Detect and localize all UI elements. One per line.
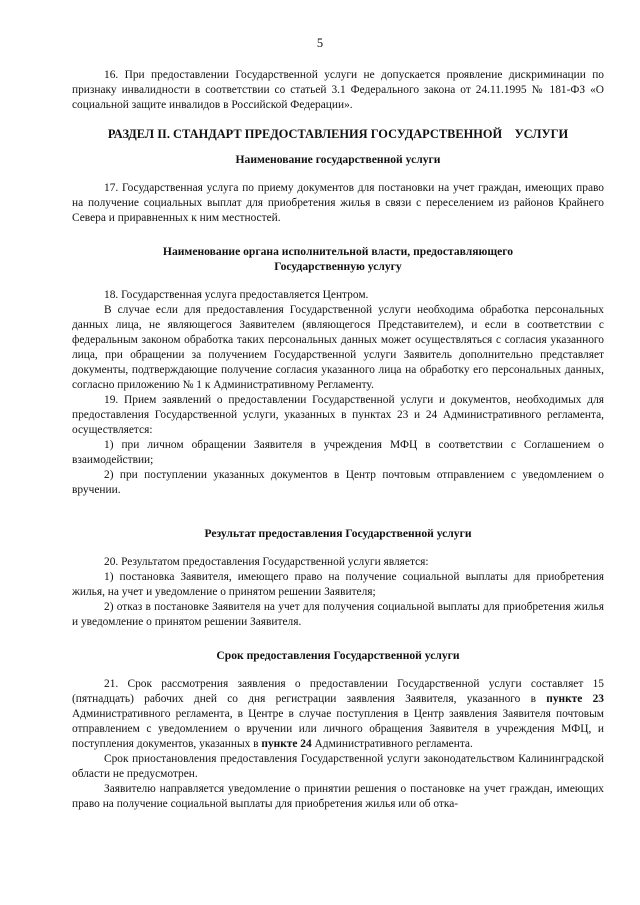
paragraph-19-item-2: 2) при поступлении указанных документов в Центр почтовым отправлением с уведомлением о вручении. [72, 469, 604, 496]
link-point-24: пункте 24 [261, 738, 312, 750]
heading-organ-line-1: Наименование органа исполнительной власти, предоставляющего [162, 245, 514, 258]
paragraph-20: 20. Результатом предоставления Государственной услуги является: [104, 556, 429, 568]
paragraph-18-personal-data: В случае если для предоставления Государственной услуги необходима обработка персональных данных лица, не являющегося Заявителем (являющегося Представителем), и если в соответствии с федеральным законом обработка таких персональных данных может осуществляться с согласия указанного лица, при обращении за получением Государственной услуги Заявитель дополнительно представляет документы, подтверждающие получение согласия указанного лица на обработку его персональных данных, согласно приложению № 1 к Административному Регламенту. [72, 304, 604, 391]
heading-service-name: Наименование государственной услуги [235, 153, 441, 166]
section-title: РАЗДЕЛ II. СТАНДАРТ ПРЕДОСТАВЛЕНИЯ ГОСУДАРСТВЕННОЙ УСЛУГИ [107, 127, 569, 141]
paragraph-21-part-a: 21. Срок рассмотрения заявления о предоставлении Государственной услуги составляет 15 (пятнадцать) рабочих дней со дня регистрации заявления Заявителя, указанного в [72, 678, 604, 705]
paragraph-17: 17. Государственная услуга по приему документов для постановки на учет граждан, имеющих право на получение социальных выплат для приобретения жилья в связи с переселением из районов Крайнего Севера и приравненных к ним местностей. [72, 182, 604, 224]
paragraph-21-suspension: Срок приостановления предоставления Государственной услуги законодательством Калининградской области не предусмотрен. [72, 753, 604, 780]
paragraph-19-item-1: 1) при личном обращении Заявителя в учреждения МФЦ в соответствии с Соглашением о взаимодействии; [72, 439, 604, 466]
paragraph-21-notice: Заявителю направляется уведомление о принятии решения о постановке на учет граждан, имеющих право на получение социальной выплаты для приобретения жилья или об отка- [72, 783, 604, 810]
heading-result: Результат предоставления Государственной услуги [204, 527, 472, 540]
link-point-23: пункте 23 [546, 693, 604, 705]
paragraph-20-item-1: 1) постановка Заявителя, имеющего право на получение социальной выплаты для приобретения жилья, на учет и уведомление о принятом решении Заявителя; [72, 571, 604, 598]
paragraph-20-item-2: 2) отказ в постановке Заявителя на учет для получения социальной выплаты для приобретения жилья и уведомление о принятом решении Заявителя. [72, 601, 604, 628]
page-content [72, 68, 604, 812]
paragraph-16: 16. При предоставлении Государственной услуги не допускается проявление дискриминации по признаку инвалидности в соответствии со статьей 3.1 Федерального закона от 24.11.1995 № 181-ФЗ «О социальной защите инвалидов в Российской Федерации». [72, 69, 604, 111]
heading-term: Срок предоставления Государственной услуги [216, 649, 460, 662]
paragraph-21 [72, 677, 604, 752]
paragraph-21-part-c: Административного регламента, в Центре в случае поступления в Центр заявления Заявителя почтовым отправлением с уведомлением о вручении или личного обращения Заявителя в учреждения МФЦ, и поступления документов, указанных в [72, 708, 604, 750]
paragraph-19: 19. Прием заявлений о предоставлении Государственной услуги и документов, необходимых для предоставления Государственной услуги, указанных в пунктах 23 и 24 Административного регламента, осуществляется: [72, 394, 604, 436]
heading-organ-line-2: Государственную услугу [274, 260, 402, 273]
paragraph-18: 18. Государственная услуга предоставляется Центром. [104, 289, 369, 301]
page-number: 5 [316, 36, 324, 50]
paragraph-21-part-d: Административного регламента. [311, 738, 473, 750]
